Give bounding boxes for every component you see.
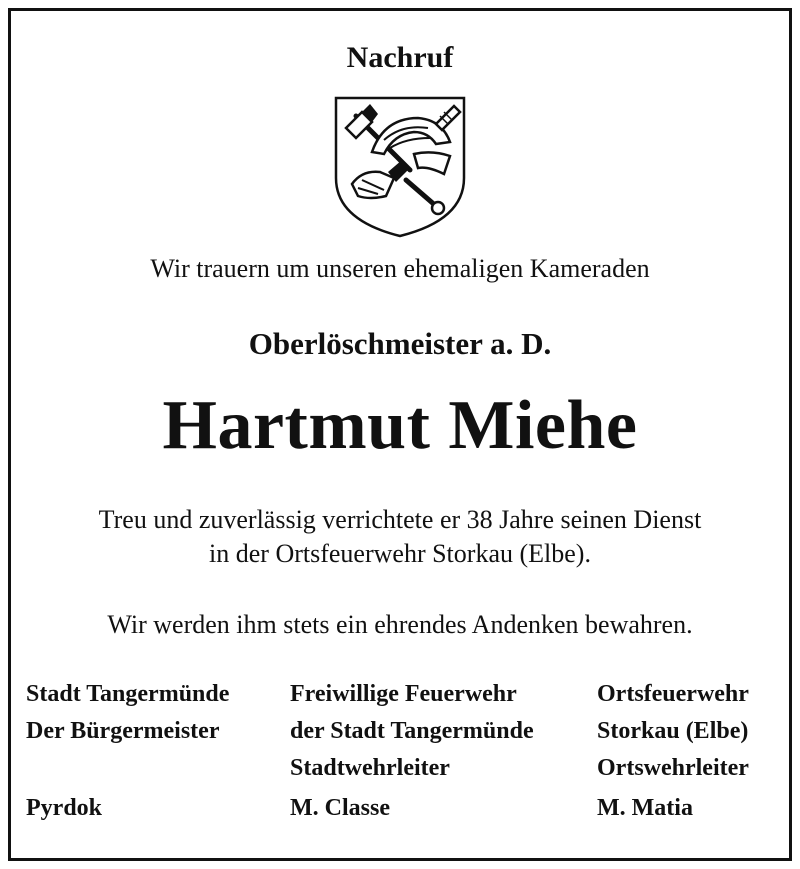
service-line-2: in der Ortsfeuerwehr Storkau (Elbe). [209, 539, 591, 568]
signatory-title-line: Stadtwehrleiter [290, 755, 450, 781]
signatory-name-pyrdok: Pyrdok [26, 795, 103, 821]
signatory-title-line: Storkau (Elbe) [597, 718, 749, 744]
signatory-title-line: Der Bürgermeister [26, 718, 220, 744]
service-text [0, 503, 800, 571]
signatory-title-line: Stadt Tangermünde [26, 681, 230, 707]
signatory-local-brigade [597, 676, 749, 787]
signatory-volunteer-brigade [290, 676, 534, 787]
signatory-name-matia: M. Matia [597, 795, 693, 821]
signatory-title-line: der Stadt Tangermünde [290, 718, 534, 744]
service-line-1: Treu und zuverlässig verrichtete er 38 Jahre seinen Dienst [98, 505, 702, 534]
intro-line: Wir trauern um unseren ehemaligen Kameraden [150, 254, 650, 283]
fire-brigade-crest-icon [332, 94, 468, 240]
signatory-title-line: Ortsfeuerwehr [597, 681, 749, 707]
deceased-rank: Oberlöschmeister a. D. [248, 326, 552, 361]
signatory-name-classe: M. Classe [290, 795, 390, 821]
signatory-city [26, 676, 229, 750]
deceased-name: Hartmut Miehe [162, 387, 638, 464]
signatory-title-line: Freiwillige Feuerwehr [290, 681, 517, 707]
signatory-title-line: Ortswehrleiter [597, 755, 749, 781]
closing-line: Wir werden ihm stets ein ehrendes Andenken bewahren. [107, 610, 693, 639]
notice-heading: Nachruf [346, 41, 454, 74]
